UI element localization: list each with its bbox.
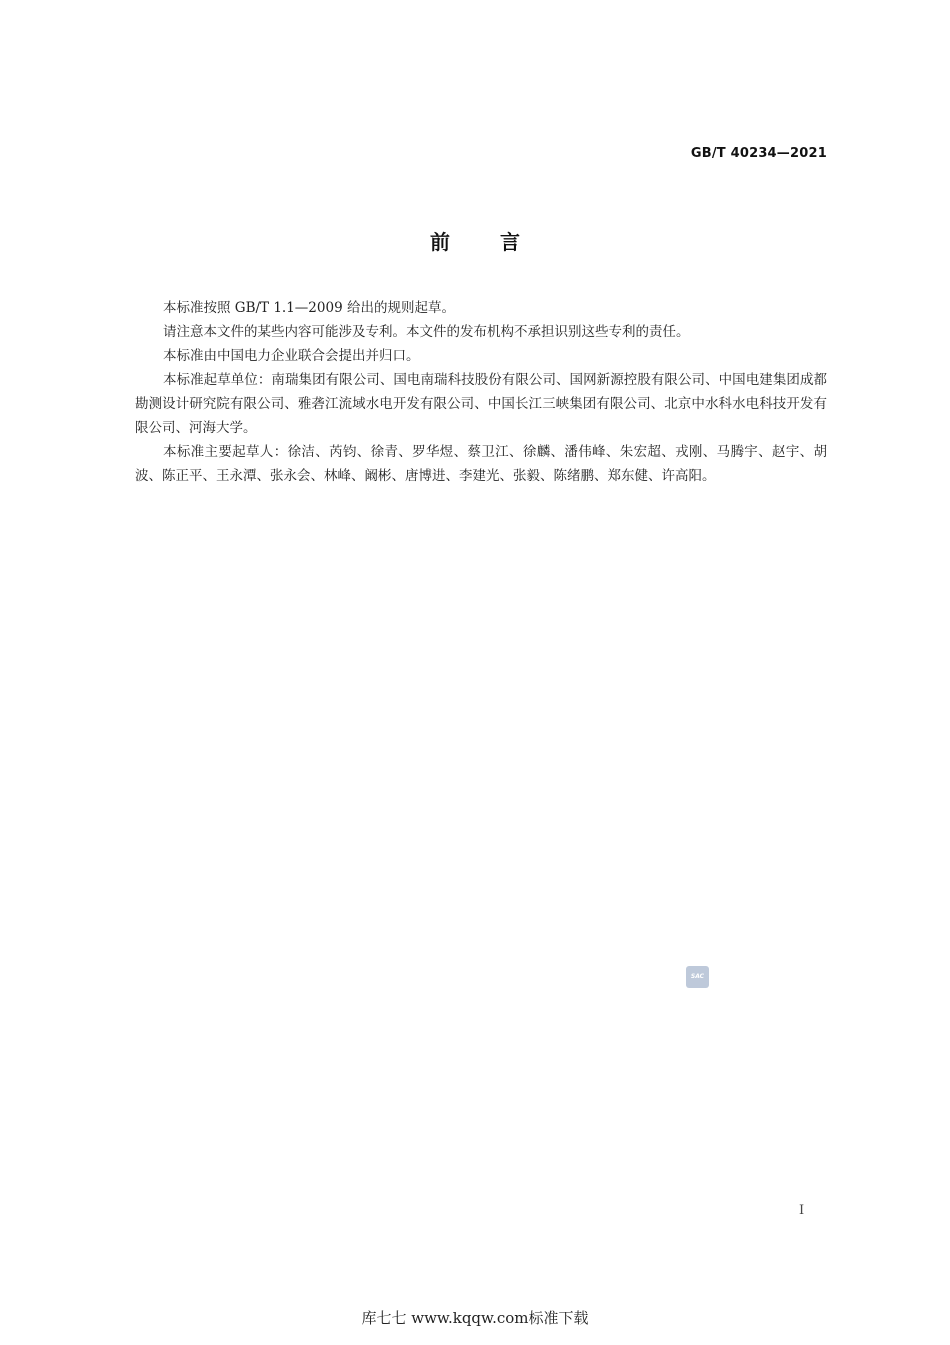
paragraph-drafters: 本标准主要起草人：徐洁、芮钧、徐青、罗华煜、蔡卫江、徐麟、潘伟峰、朱宏超、戎刚、马腾宇、赵宇、胡波、陈正平、王永潭、张永会、林峰、阚彬、唐博进、李建光、张毅、陈绪鹏、郑东健、许高阳。: [135, 444, 827, 484]
foreword-body: [135, 296, 827, 488]
footer-download-note: 库七七 www.kqqw.com标准下载: [361, 1309, 589, 1327]
paragraph-patent-notice: 请注意本文件的某些内容可能涉及专利。本文件的发布机构不承担识别这些专利的责任。: [163, 324, 690, 340]
page-number: I: [799, 1203, 805, 1218]
sac-watermark-logo: SAC: [686, 966, 709, 988]
standard-code: GB/T 40234—2021: [690, 146, 827, 161]
paragraph-drafting-units: 本标准起草单位：南瑞集团有限公司、国电南瑞科技股份有限公司、国网新源控股有限公司、中国电建集团成都勘测设计研究院有限公司、雅砻江流域水电开发有限公司、中国长江三峡集团有限公司、北京中水科水电科技开发有限公司、河海大学。: [135, 372, 827, 436]
paragraph-drafting-rules: 本标准按照 GB/T 1.1—2009 给出的规则起草。: [163, 300, 455, 316]
paragraph-proposer: 本标准由中国电力企业联合会提出并归口。: [163, 348, 420, 364]
page-title: 前言: [430, 230, 570, 254]
